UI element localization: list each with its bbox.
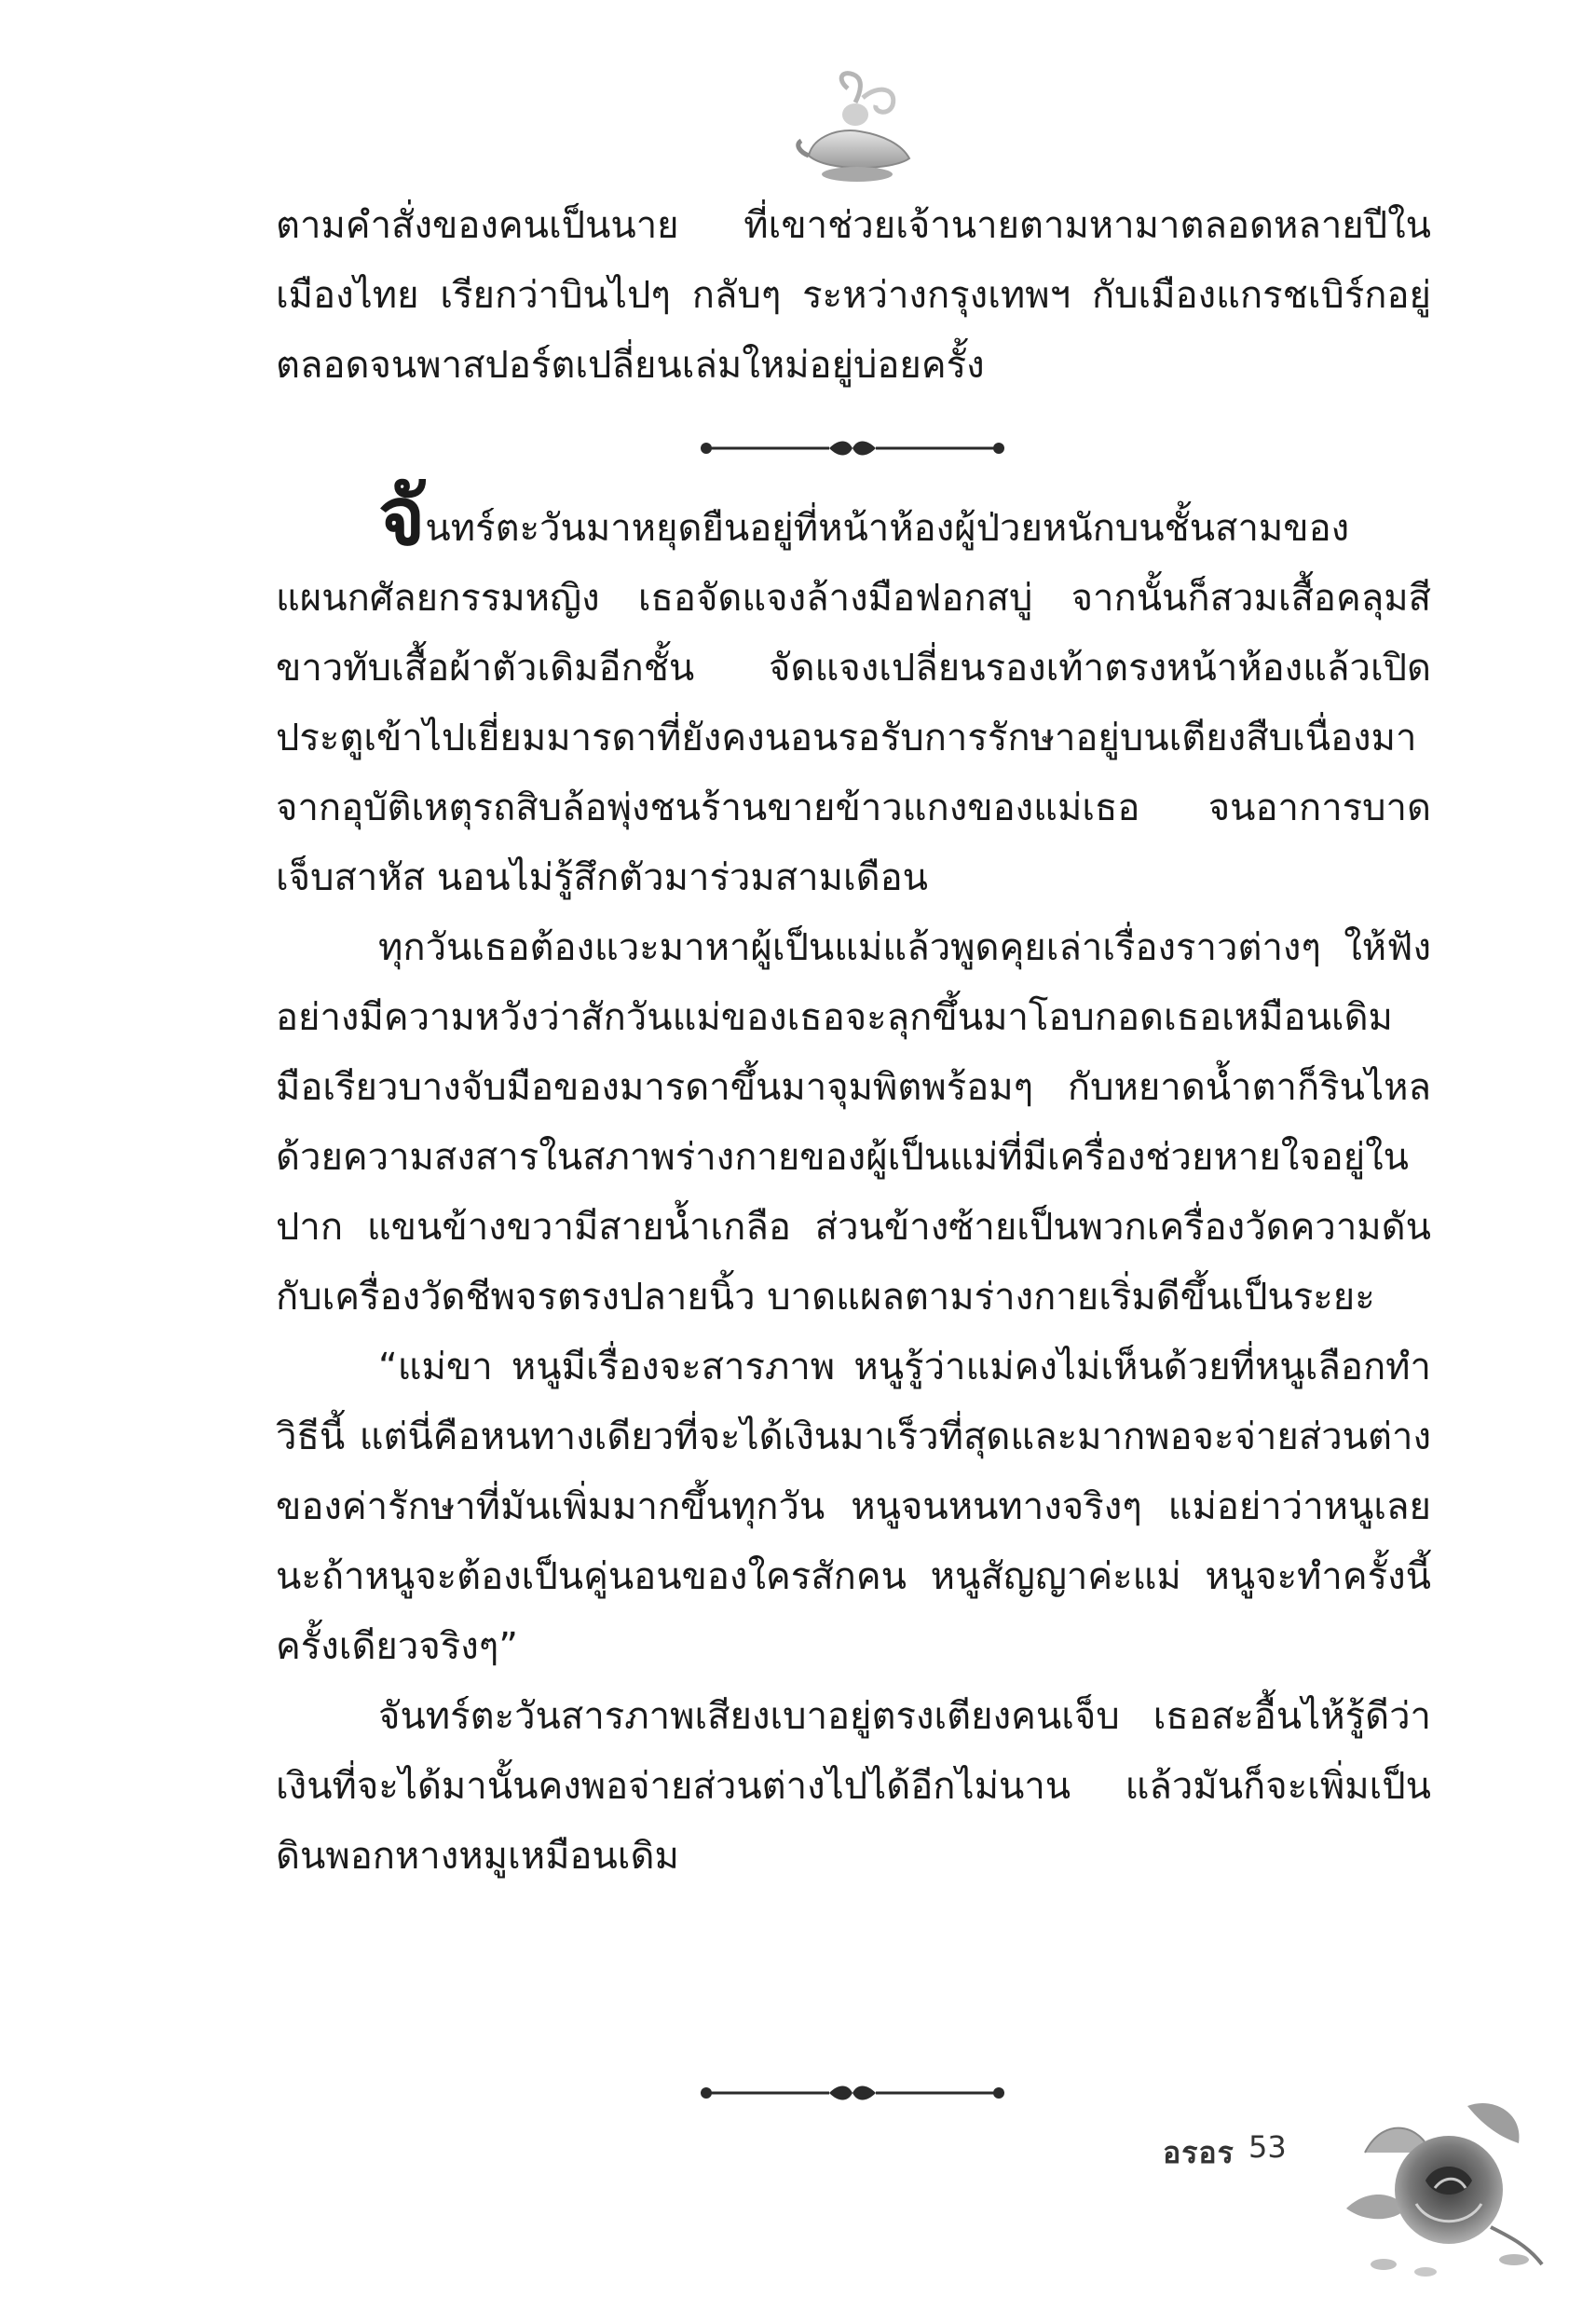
paragraph-4: จันทร์ตะวันสารภาพเสียงเบาอยู่ตรงเตียงคนเจ็บ เธอสะอื้นไห้รู้ดีว่าเงินที่จะได้มานั้นคงพอจ่ายส่วนต่างไปได้อีกไม่นาน แล้วมันก็จะเพิ่มเป็นดินพอกหางหมูเหมือนเดิม <box>276 1695 1431 1878</box>
lead-paragraph: ตามคำสั่งของคนเป็นนาย ที่เขาช่วยเจ้านายตามหามาตลอดหลายปีในเมืองไทย เรียกว่าบินไปๆ กลับๆ ระหว่างกรุงเทพฯ กับเมืองแกรชเบิร์กอยู่ตลอดจนพาสปอร์ตเปลี่ยนเล่มใหม่อยู่บ่อยครั้ง <box>276 204 1431 387</box>
paragraph-3: “แม่ขา หนูมีเรื่องจะสารภาพ หนูรู้ว่าแม่คงไม่เห็นด้วยที่หนูเลือกทำวิธีนี้ แต่นี่คือหนทางเดียวที่จะได้เงินมาเร็วที่สุดและมากพอจะจ่ายส่วนต่างของค่ารักษาที่มันเพิ่มมากขึ้นทุกวัน หนูจนหนทางจริงๆ แม่อย่าว่าหนูเลยนะถ้าหนูจะต้องเป็นคู่นอนของใครสักคน หนูสัญญาค่ะแม่ หนูจะทำครั้งนี้ครั้งเดียวจริงๆ” <box>276 1346 1431 1668</box>
paragraph-2: ทุกวันเธอต้องแวะมาหาผู้เป็นแม่แล้วพูดคุยเล่าเรื่องราวต่างๆ ให้ฟังอย่างมีความหวังว่าสักวันแม่ของเธอจะลุกขึ้นมาโอบกอดเธอเหมือนเดิม มือเรียวบางจับมือของมารดาขึ้นมาจุมพิตพร้อมๆ กับหยาดน้ำตาก็รินไหลด้วยความสงสารในสภาพร่างกายของผู้เป็นแม่ที่มีเครื่องช่วยหายใจอยู่ในปาก แขนข้างขวามีสายน้ำเกลือ ส่วนข้างซ้ายเป็นพวกเครื่องวัดความดันกับเครื่องวัดชีพจรตรงปลายนิ้ว บาดแผลตามร่างกายเริ่มดีขึ้นเป็นระยะ <box>276 926 1431 1319</box>
rose-icon <box>1328 2087 1551 2283</box>
first-paragraph-text: นทร์ตะวันมาหยุดยืนอยู่ที่หน้าห้องผู้ป่วยหนักบนชั้นสามของแผนกศัลยกรรมหญิง เธอจัดแจงล้างมือฟอกสบู่ จากนั้นก็สวมเสื้อคลุมสีขาวทับเสื้อผ้าตัวเดิมอีกชั้น จัดแจงเปลี่ยนรองเท้าตรงหน้าห้องแล้วเปิดประตูเข้าไปเยี่ยมมารดาที่ยังคงนอนรอรับการรักษาอยู่บนเตียงสืบเนื่องมาจากอุบัติเหตุรถสิบล้อพุ่งชนร้านขายข้าวแกงของแม่เธอ จนอาการบาดเจ็บสาหัส นอนไม่รู้สึกตัวมาร่วมสามเดือน <box>276 507 1431 899</box>
chapter-body <box>276 470 1431 1892</box>
lead-paragraph-block <box>276 191 1431 401</box>
drop-cap: จั <box>378 470 426 564</box>
divider-ornament-icon <box>699 434 1006 462</box>
lamp-ornament-icon <box>790 70 921 191</box>
footer-book-title: อรอร <box>1163 2135 1235 2170</box>
first-paragraph <box>276 470 1431 913</box>
page-number: 53 <box>1248 2129 1287 2165</box>
divider-ornament-icon <box>699 2079 1006 2107</box>
